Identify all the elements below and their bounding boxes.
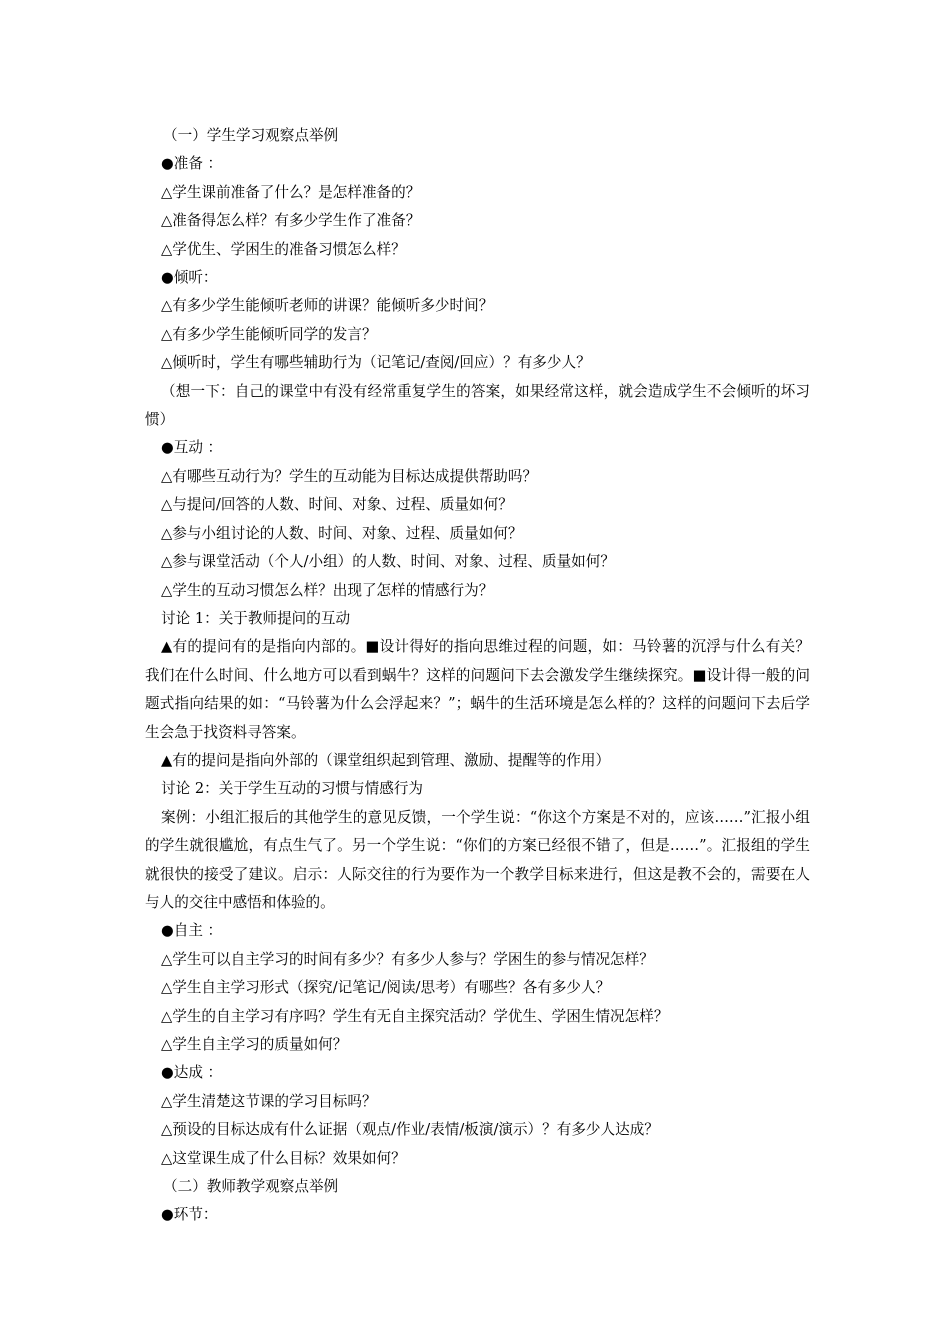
list-item: △有多少学生能倾听老师的讲课？能倾听多少时间？ (161, 297, 494, 315)
list-item: △准备得怎么样？有多少学生作了准备？ (161, 212, 421, 230)
heading-listen: ●倾听： (161, 269, 218, 287)
list-item: △学生可以自主学习的时间有多少？有多少人参与？学困生的参与情况怎样？ (161, 950, 654, 968)
list-item: △学生自主学习形式（探究/记笔记/阅读/思考）有哪些？各有多少人？ (161, 979, 611, 997)
heading-interact: ●互动 ： (161, 439, 223, 457)
discussion-1-paragraph: ▲有的提问有的是指向内部的。■设计得好的指向思维过程的问题，如：马铃薯的沉浮与什么有关？我们在什么时间、什么地方可以看到蜗牛？这样的问题问下去会激发学生继续探究。■设计得一般的问题式指向结果的如：“马铃薯为什么会浮起来？”；蜗牛的生活环境是怎么样的？这样的问题问下去后学生会急于找资料寻答案。 (145, 638, 810, 741)
discussion-2-case: 案例：小组汇报后的其他学生的意见反馈，一个学生说：“你这个方案是不对的，应该……”汇报小组的学生就很尴尬，有点生气了。另一个学生说：“你们的方案已经很不错了，但是……”。汇报组的学生就很快的接受了建议。启示：人际交往的行为要作为一个教学目标来进行，但这是教不会的，需要在人与人的交往中感悟和体验的。 (145, 808, 810, 911)
list-item: △预设的目标达成有什么证据（观点/作业/表情/板演/演示）？有多少人达成？ (161, 1121, 659, 1139)
list-item: △与提问/回答的人数、时间、对象、过程、质量如何？ (161, 496, 513, 514)
list-item: △学生的自主学习有序吗？学生有无自主探究活动？学优生、学困生情况怎样？ (161, 1007, 669, 1025)
heading-prep: ●准备 ： (161, 155, 223, 173)
list-item: △学生的互动习惯怎么样？出现了怎样的情感行为？ (161, 581, 494, 599)
heading-achieve: ●达成 ： (161, 1064, 223, 1082)
discussion-2-title: 讨论 2：关于学生互动的习惯与情感行为 (161, 780, 424, 798)
list-item: △学生自主学习的质量如何？ (161, 1036, 348, 1053)
section-title-teacher: （二）教师教学观察点举例 (163, 1178, 339, 1196)
discussion-1-title: 讨论 1：关于教师提问的互动 (161, 609, 351, 627)
heading-self: ●自主 ： (161, 922, 223, 940)
list-item: △有多少学生能倾听同学的发言？ (161, 325, 377, 343)
list-item: △这堂课生成了什么目标？效果如何？ (161, 1149, 406, 1167)
list-item: △有哪些互动行为？学生的互动能为目标达成提供帮助吗？ (161, 467, 538, 485)
section-title-student: （一）学生学习观察点举例 (163, 127, 339, 144)
list-item: △参与小组讨论的人数、时间、对象、过程、质量如何？ (161, 524, 523, 542)
list-item: △参与课堂活动（个人/小组）的人数、时间、对象、过程、质量如何？ (161, 553, 615, 571)
list-item: △倾听时，学生有哪些辅助行为（记笔记/查阅/回应）？有多少人？ (161, 354, 591, 372)
document-body (145, 122, 810, 1230)
list-item: △学生清楚这节课的学习目标吗？ (161, 1092, 377, 1110)
list-item: △学生课前准备了什么？是怎样准备的？ (161, 183, 421, 201)
heading-link: ●环节： (161, 1206, 218, 1224)
discussion-1-paragraph-2: ▲有的提问是指向外部的（课堂组织起到管理、激励、提醒等的作用） (161, 751, 611, 769)
list-item: △学优生、学困生的准备习惯怎么样？ (161, 240, 406, 258)
listen-note: （想一下：自己的课堂中有没有经常重复学生的答案，如果经常这样，就会造成学生不会倾听的坏习惯） (145, 382, 810, 429)
